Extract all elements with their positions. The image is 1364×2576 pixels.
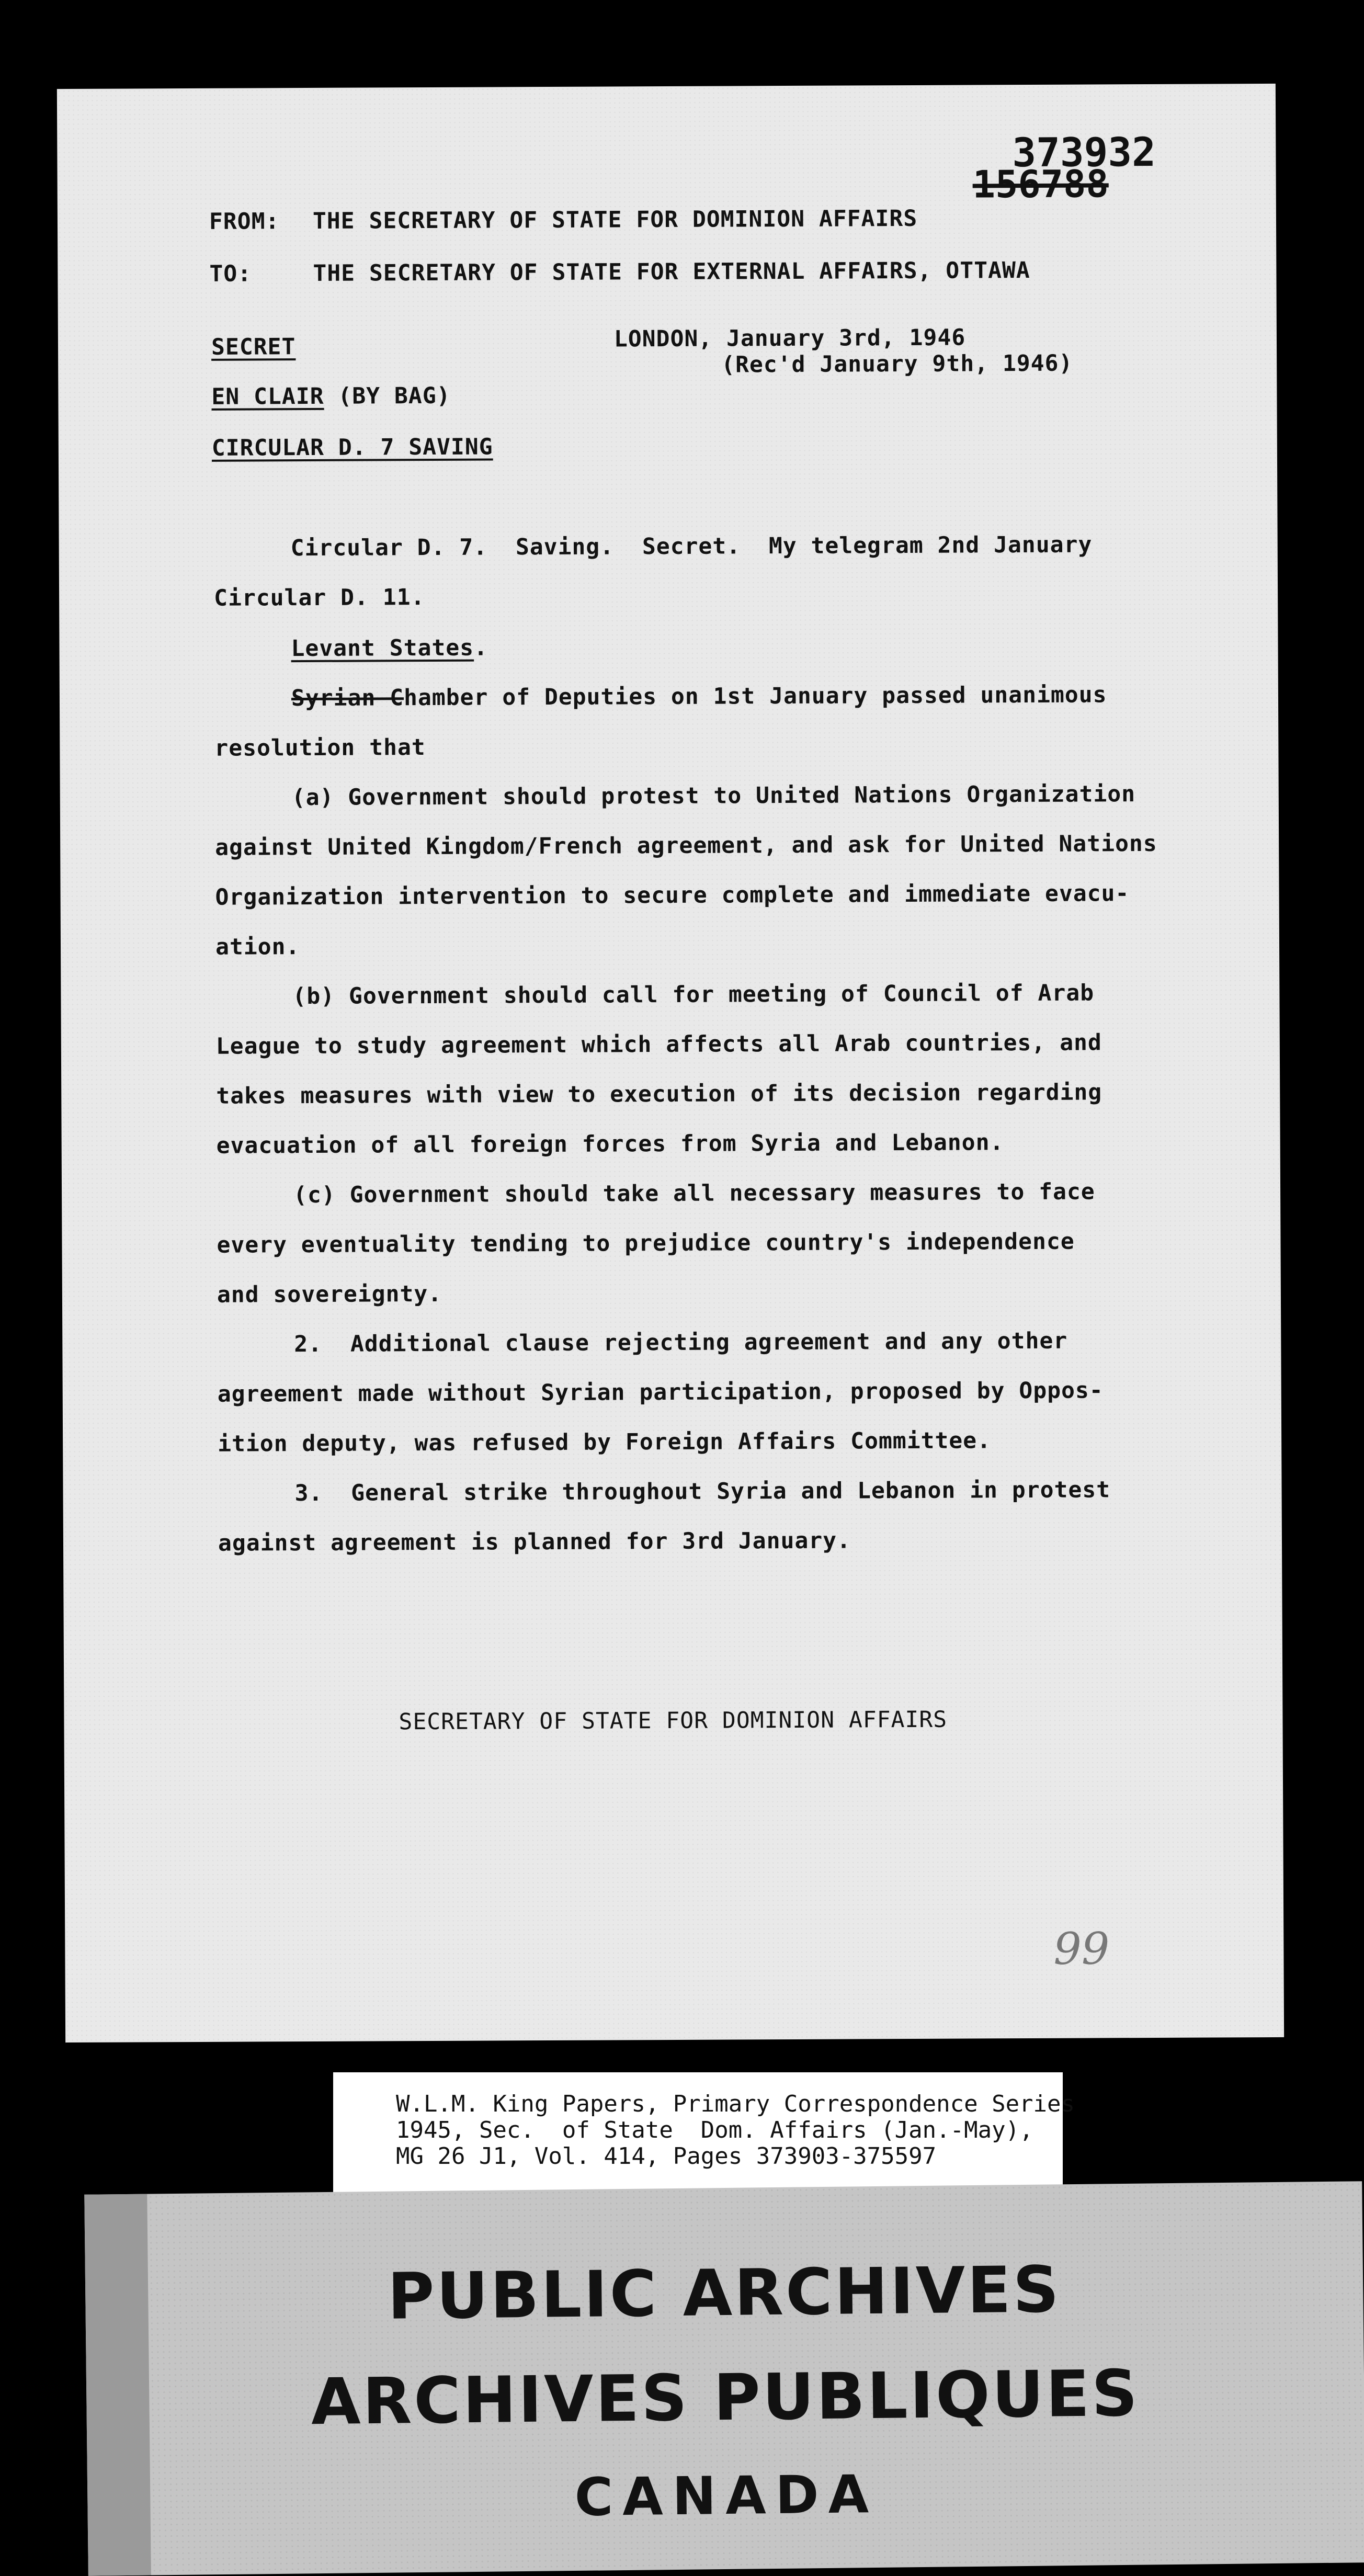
section-title-line <box>291 635 488 662</box>
clause-line: ition deputy, was refused by Foreign Affairs Committee. <box>218 1427 992 1457</box>
label-line: MG 26 J1, Vol. 414, Pages 373903-375597 <box>396 2143 937 2170</box>
received-date: (Rec'd January 9th, 1946) <box>721 350 1073 378</box>
clause-line: agreement made without Syrian participation, proposed by Oppos- <box>217 1377 1104 1408</box>
clause-line: every eventuality tending to prejudice country's independence <box>217 1228 1075 1258</box>
en-clair: EN CLAIR <box>211 383 324 410</box>
section-title: Levant States <box>291 634 474 662</box>
stamp-line-canada: CANADA <box>574 2463 879 2528</box>
place-date: LONDON, January 3rd, 1946 <box>613 324 966 353</box>
paragraph-line: resolution that <box>214 734 426 762</box>
by-bag: (BY BAG) <box>324 382 451 410</box>
to-label: TO: <box>209 260 252 287</box>
body-line: Circular D. 7. Saving. Secret. My telegram 2nd January <box>290 531 1093 562</box>
document-number: 373932 <box>1012 128 1156 176</box>
old-document-number: 156788 <box>972 162 1109 207</box>
clause-line: League to study agreement which affects all Arab countries, and <box>215 1029 1102 1060</box>
stamp-line-french: ARCHIVES PUBLIQUES <box>311 2356 1140 2439</box>
clause-line: evacuation of all foreign forces from Syria and Lebanon. <box>216 1129 1004 1159</box>
clause-line: 3. General strike throughout Syria and Lebanon in protest <box>294 1477 1111 1507</box>
clause-line: (a) Government should protest to United Nations Organization <box>291 781 1136 811</box>
paragraph-line <box>291 682 1107 711</box>
archives-stamp <box>84 2181 1364 2576</box>
circular-heading: CIRCULAR D. 7 SAVING <box>211 434 493 461</box>
struck-word: Syrian C <box>291 685 404 712</box>
classification: SECRET <box>211 334 296 360</box>
section-title-period: . <box>473 634 488 661</box>
from-label: FROM: <box>209 208 280 235</box>
clause-line: (c) Government should take all necessary measures to face <box>293 1178 1095 1209</box>
clause-line: 2. Additional clause rejecting agreement and any other <box>294 1327 1068 1358</box>
clause-line: ation. <box>215 934 300 960</box>
document-page <box>57 84 1284 2042</box>
clause-line: and sovereignty. <box>217 1280 442 1308</box>
pencil-page-mark: 99 <box>1053 1923 1110 1974</box>
signature: SECRETARY OF STATE FOR DOMINION AFFAIRS <box>399 1706 948 1735</box>
label-line: 1945, Sec. of State Dom. Affairs (Jan.-May), <box>396 2117 1033 2143</box>
stamp-line-english: PUBLIC ARCHIVES <box>387 2252 1062 2334</box>
body-line: Circular D. 11. <box>214 584 425 611</box>
label-line: W.L.M. King Papers, Primary Correspondence Series <box>396 2091 1075 2117</box>
clause-line: Organization intervention to secure complete and immediate evacu- <box>215 880 1130 911</box>
paragraph-rest: hamber of Deputies on 1st January passed unanimous <box>403 682 1107 711</box>
clause-line: against United Kingdom/French agreement, and ask for United Nations <box>215 830 1157 861</box>
to-value: THE SECRETARY OF STATE FOR EXTERNAL AFFAIRS, OTTAWA <box>313 257 1030 287</box>
clause-line: against agreement is planned for 3rd January. <box>218 1527 851 1557</box>
en-clair-line <box>211 383 450 410</box>
from-value: THE SECRETARY OF STATE FOR DOMINION AFFAIRS <box>312 205 918 234</box>
archive-reference-label <box>333 2072 1075 2196</box>
clause-line: (b) Government should call for meeting of Council of Arab <box>292 980 1095 1010</box>
clause-line: takes measures with view to execution of its decision regarding <box>216 1079 1102 1109</box>
